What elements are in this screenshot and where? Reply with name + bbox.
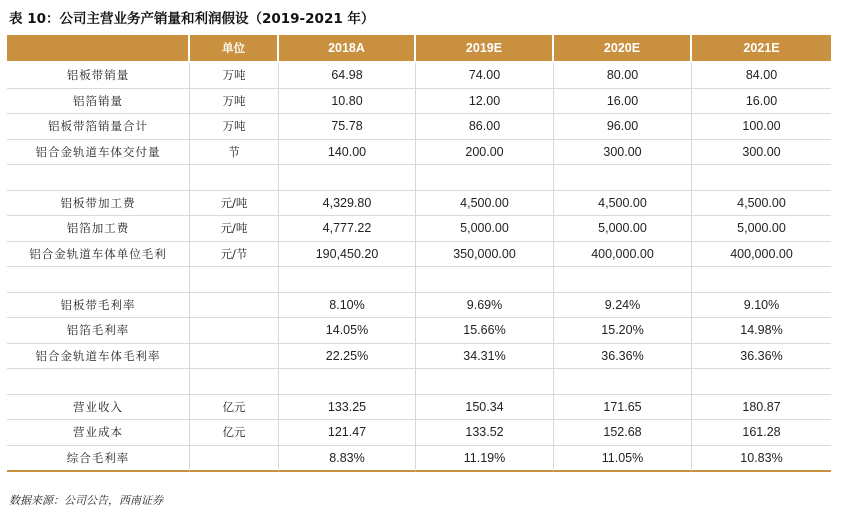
table-row — [7, 293, 831, 319]
cell-2018a — [279, 369, 416, 395]
cell-item: 铝合金轨道车体毛利率 — [7, 344, 190, 370]
table-row — [7, 344, 831, 370]
header-cell-2021e: 2021E — [692, 35, 831, 63]
cell-2021e: 10.83% — [692, 446, 831, 473]
cell-item: 铝合金轨道车体单位毛利 — [7, 242, 190, 268]
cell-2019e — [416, 267, 554, 293]
cell-item — [7, 165, 190, 191]
cell-2020e — [554, 369, 692, 395]
cell-2021e: 9.10% — [692, 293, 831, 319]
cell-2021e — [692, 165, 831, 191]
cell-2020e: 300.00 — [554, 140, 692, 166]
header-cell-2018a: 2018A — [279, 35, 416, 63]
cell-item: 铝板带销量 — [7, 63, 190, 89]
cell-item: 铝箔加工费 — [7, 216, 190, 242]
cell-2018a: 4,329.80 — [279, 191, 416, 217]
table-row — [7, 267, 831, 293]
cell-2018a: 75.78 — [279, 114, 416, 140]
header-cell-2019e: 2019E — [416, 35, 554, 63]
cell-2021e: 400,000.00 — [692, 242, 831, 268]
cell-item: 铝合金轨道车体交付量 — [7, 140, 190, 166]
cell-2018a: 133.25 — [279, 395, 416, 421]
cell-2021e: 180.87 — [692, 395, 831, 421]
table-row — [7, 395, 831, 421]
cell-unit: 万吨 — [190, 114, 279, 140]
cell-unit — [190, 293, 279, 319]
cell-2019e: 11.19% — [416, 446, 554, 473]
cell-2019e: 350,000.00 — [416, 242, 554, 268]
cell-2020e: 15.20% — [554, 318, 692, 344]
cell-2019e: 74.00 — [416, 63, 554, 89]
cell-2019e: 86.00 — [416, 114, 554, 140]
table-row — [7, 216, 831, 242]
cell-2019e — [416, 369, 554, 395]
cell-2020e: 11.05% — [554, 446, 692, 473]
table-row — [7, 140, 831, 166]
cell-item — [7, 267, 190, 293]
cell-2018a: 64.98 — [279, 63, 416, 89]
cell-2019e: 4,500.00 — [416, 191, 554, 217]
cell-2021e: 14.98% — [692, 318, 831, 344]
cell-2021e — [692, 267, 831, 293]
cell-2021e: 84.00 — [692, 63, 831, 89]
cell-unit — [190, 165, 279, 191]
table-row — [7, 242, 831, 268]
cell-2018a: 10.80 — [279, 89, 416, 115]
cell-item: 铝板带加工费 — [7, 191, 190, 217]
cell-2019e — [416, 165, 554, 191]
table-row — [7, 114, 831, 140]
cell-2018a: 4,777.22 — [279, 216, 416, 242]
header-cell-unit: 单位 — [190, 35, 279, 63]
cell-2019e: 34.31% — [416, 344, 554, 370]
cell-item: 铝板带毛利率 — [7, 293, 190, 319]
cell-2018a: 190,450.20 — [279, 242, 416, 268]
table-row — [7, 446, 831, 473]
cell-2019e: 9.69% — [416, 293, 554, 319]
cell-2021e: 5,000.00 — [692, 216, 831, 242]
table-row — [7, 420, 831, 446]
cell-unit: 万吨 — [190, 63, 279, 89]
cell-2018a: 8.10% — [279, 293, 416, 319]
cell-unit: 亿元 — [190, 395, 279, 421]
cell-unit: 元/节 — [190, 242, 279, 268]
table-row — [7, 165, 831, 191]
cell-unit — [190, 344, 279, 370]
cell-unit — [190, 318, 279, 344]
cell-2019e: 12.00 — [416, 89, 554, 115]
cell-unit: 节 — [190, 140, 279, 166]
cell-2020e: 9.24% — [554, 293, 692, 319]
cell-2018a — [279, 267, 416, 293]
cell-2019e: 5,000.00 — [416, 216, 554, 242]
cell-2021e: 16.00 — [692, 89, 831, 115]
cell-2021e: 100.00 — [692, 114, 831, 140]
data-table — [7, 35, 831, 472]
cell-2020e — [554, 165, 692, 191]
cell-2019e: 133.52 — [416, 420, 554, 446]
cell-2020e: 36.36% — [554, 344, 692, 370]
table-title: 表 10：公司主营业务产销量和利润假设（2019-2021 年） — [9, 11, 375, 27]
cell-2020e — [554, 267, 692, 293]
cell-2018a: 121.47 — [279, 420, 416, 446]
cell-item: 综合毛利率 — [7, 446, 190, 473]
cell-unit — [190, 446, 279, 473]
header-cell-2020e: 2020E — [554, 35, 692, 63]
table-row — [7, 63, 831, 89]
cell-2020e: 4,500.00 — [554, 191, 692, 217]
cell-unit — [190, 369, 279, 395]
cell-unit: 元/吨 — [190, 216, 279, 242]
cell-2020e: 80.00 — [554, 63, 692, 89]
cell-item: 铝箔毛利率 — [7, 318, 190, 344]
cell-2020e: 5,000.00 — [554, 216, 692, 242]
cell-2021e: 36.36% — [692, 344, 831, 370]
cell-item: 营业收入 — [7, 395, 190, 421]
header-cell-item — [7, 35, 190, 63]
cell-unit: 万吨 — [190, 89, 279, 115]
cell-2020e: 152.68 — [554, 420, 692, 446]
source-note: 数据来源：公司公告，西南证券 — [9, 494, 163, 507]
cell-2021e — [692, 369, 831, 395]
header-row — [7, 35, 831, 63]
cell-unit: 亿元 — [190, 420, 279, 446]
cell-unit: 元/吨 — [190, 191, 279, 217]
cell-item: 营业成本 — [7, 420, 190, 446]
cell-2020e: 400,000.00 — [554, 242, 692, 268]
cell-unit — [190, 267, 279, 293]
cell-2020e: 96.00 — [554, 114, 692, 140]
cell-2019e: 200.00 — [416, 140, 554, 166]
cell-2018a: 22.25% — [279, 344, 416, 370]
table-row — [7, 89, 831, 115]
cell-2021e: 4,500.00 — [692, 191, 831, 217]
cell-item: 铝箔销量 — [7, 89, 190, 115]
cell-2019e: 15.66% — [416, 318, 554, 344]
cell-2021e: 300.00 — [692, 140, 831, 166]
cell-2020e: 171.65 — [554, 395, 692, 421]
cell-2021e: 161.28 — [692, 420, 831, 446]
table-row — [7, 191, 831, 217]
cell-2018a: 14.05% — [279, 318, 416, 344]
cell-2019e: 150.34 — [416, 395, 554, 421]
cell-item: 铝板带箔销量合计 — [7, 114, 190, 140]
cell-item — [7, 369, 190, 395]
cell-2020e: 16.00 — [554, 89, 692, 115]
cell-2018a: 140.00 — [279, 140, 416, 166]
cell-2018a: 8.83% — [279, 446, 416, 473]
cell-2018a — [279, 165, 416, 191]
table-row — [7, 318, 831, 344]
table-row — [7, 369, 831, 395]
